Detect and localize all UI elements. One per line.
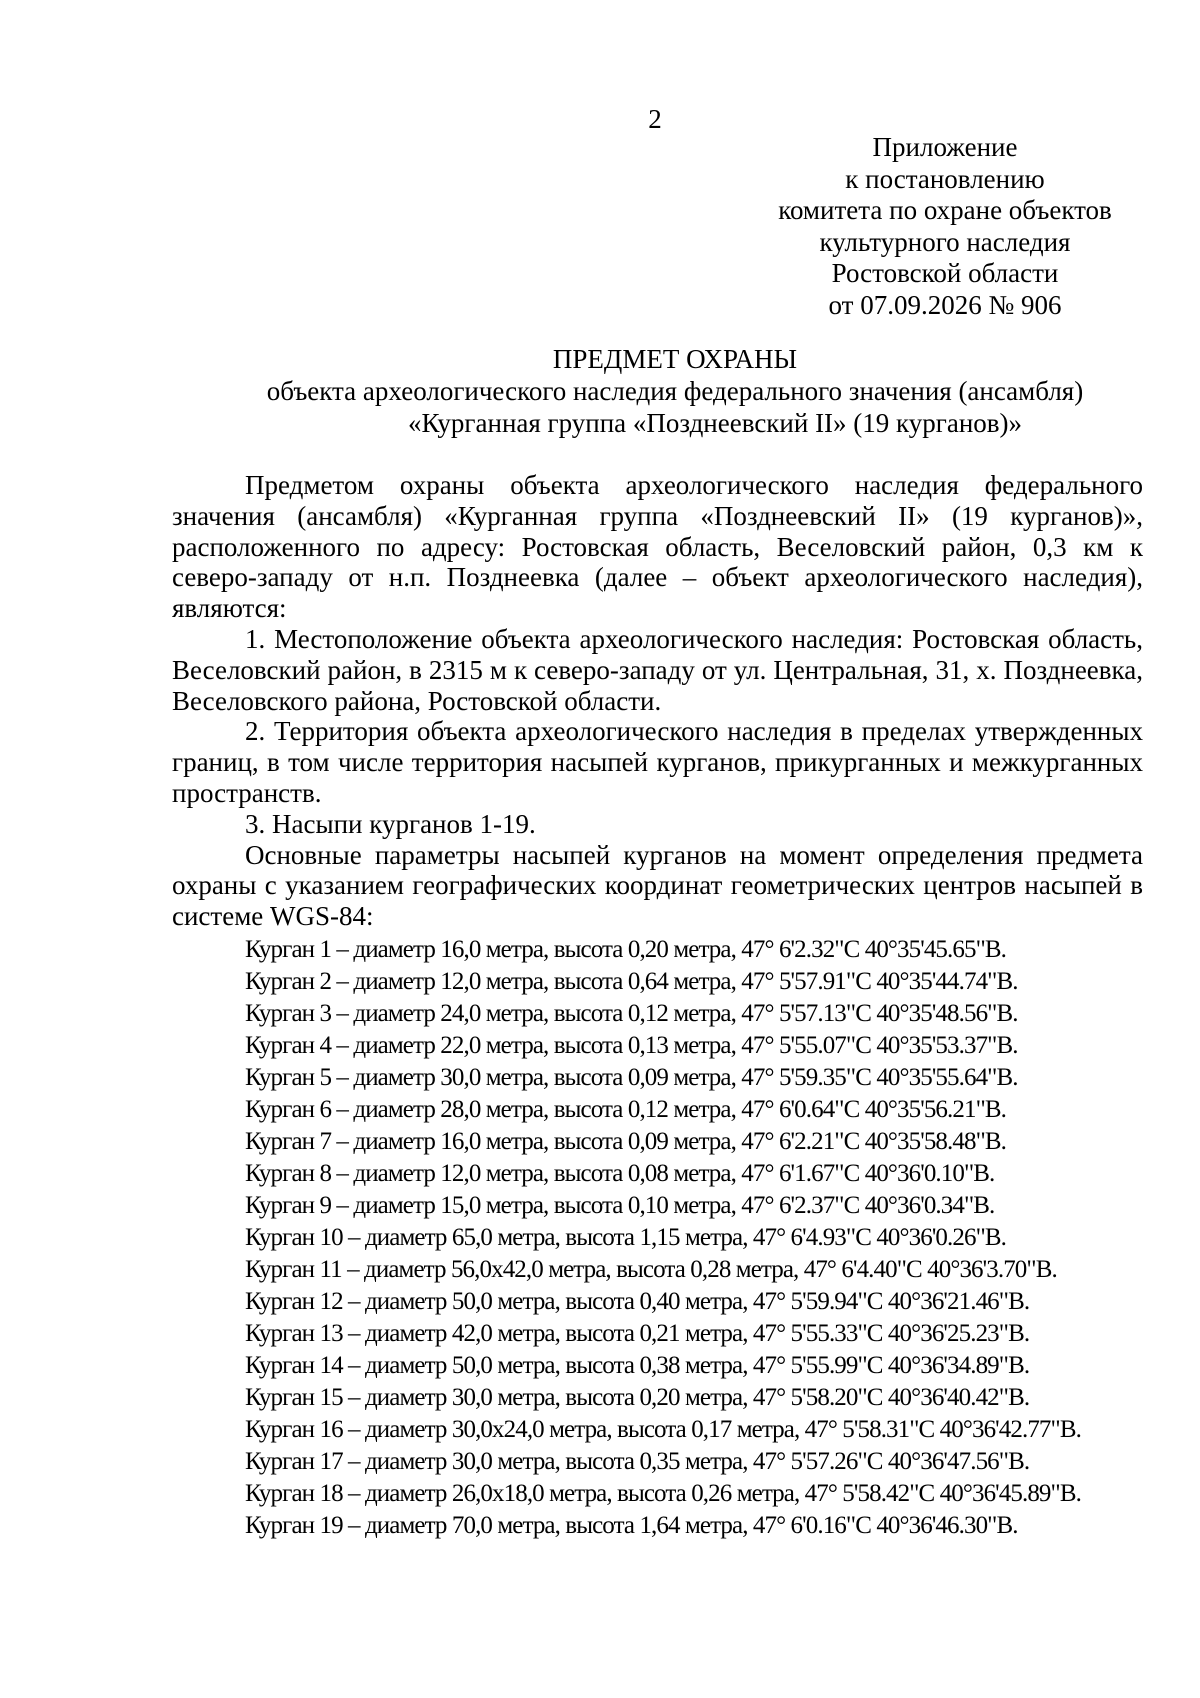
appendix-header bbox=[740, 132, 1150, 321]
intro-paragraph: Предметом охраны объекта археологического наследия федерального значения (ансамбля) «Курганная группа «Позднеевский II» (19 курганов)», расположенного по адресу: Ростовская область, Веселовский район, 0,3 км к северо-западу от н.п. Позднеевка (далее – объект археологического наследия), являются: bbox=[172, 470, 1143, 624]
mounds-paragraph: 3. Насыпи курганов 1-19. bbox=[245, 808, 536, 839]
parameters-paragraph: Основные параметры насыпей курганов на момент определения предмета охраны с указанием географических координат геометрических центров насыпей в системе WGS-84: bbox=[172, 839, 1143, 932]
mound-item: Курган 8 – диаметр 12,0 метра, высота 0,08 метра, 47° 6'1.67"С 40°36'0.10"В. bbox=[245, 1160, 995, 1187]
appendix-line: комитета по охране объектов bbox=[778, 195, 1112, 225]
mound-item: Курган 5 – диаметр 30,0 метра, высота 0,09 метра, 47° 5'59.35"С 40°35'55.64"В. bbox=[245, 1064, 1018, 1091]
appendix-line: Приложение bbox=[872, 132, 1018, 162]
page-number: 2 bbox=[648, 104, 662, 134]
document-body bbox=[172, 470, 1143, 932]
location-paragraph: 1. Местоположение объекта археологического наследия: Ростовская область, Веселовский район, в 2315 м к северо-западу от ул. Центральная, 31, х. Позднеевка, Веселовского района, Ростовской области. bbox=[172, 623, 1143, 716]
mound-item: Курган 2 – диаметр 12,0 метра, высота 0,64 метра, 47° 5'57.91"С 40°35'44.74"В. bbox=[245, 968, 1018, 995]
mound-item: Курган 9 – диаметр 15,0 метра, высота 0,10 метра, 47° 6'2.37"С 40°36'0.34"В. bbox=[245, 1192, 995, 1219]
mound-item: Курган 4 – диаметр 22,0 метра, высота 0,13 метра, 47° 5'55.07"С 40°35'53.37"В. bbox=[245, 1032, 1018, 1059]
appendix-line: Ростовской области bbox=[831, 258, 1059, 288]
territory-paragraph: 2. Территория объекта археологического наследия в пределах утвержденных границ, в том числе территория насыпей курганов, прикурганных и межкурганных пространств. bbox=[172, 716, 1143, 808]
appendix-line: к постановлению bbox=[845, 163, 1045, 194]
mound-item: Курган 3 – диаметр 24,0 метра, высота 0,12 метра, 47° 5'57.13"С 40°35'48.56"В. bbox=[245, 1000, 1018, 1027]
mound-item: Курган 10 – диаметр 65,0 метра, высота 1,15 метра, 47° 6'4.93"С 40°36'0.26"В. bbox=[245, 1224, 1007, 1251]
mound-item: Курган 19 – диаметр 70,0 метра, высота 1,64 метра, 47° 6'0.16"С 40°36'46.30"В. bbox=[245, 1512, 1018, 1539]
mound-item: Курган 1 – диаметр 16,0 метра, высота 0,20 метра, 47° 6'2.32"С 40°35'45.65"В. bbox=[245, 936, 1007, 963]
title-object-name: «Курганная группа «Позднеевский II» (19 курганов)» bbox=[407, 408, 1023, 438]
mound-list bbox=[245, 934, 1185, 1542]
title-subtitle: объекта археологического наследия федерального значения (ансамбля) bbox=[266, 376, 1084, 406]
mound-item: Курган 12 – диаметр 50,0 метра, высота 0,40 метра, 47° 5'59.94"С 40°36'21.46"В. bbox=[245, 1288, 1030, 1315]
mound-item: Курган 14 – диаметр 50,0 метра, высота 0,38 метра, 47° 5'55.99"С 40°36'34.89"В. bbox=[245, 1352, 1030, 1379]
mound-item: Курган 17 – диаметр 30,0 метра, высота 0,35 метра, 47° 5'57.26"С 40°36'47.56"В. bbox=[245, 1448, 1030, 1475]
mound-item: Курган 16 – диаметр 30,0х24,0 метра, высота 0,17 метра, 47° 5'58.31"С 40°36'42.77"В. bbox=[245, 1416, 1081, 1443]
mound-item: Курган 13 – диаметр 42,0 метра, высота 0,21 метра, 47° 5'55.33"С 40°36'25.23"В. bbox=[245, 1320, 1030, 1347]
mound-item: Курган 11 – диаметр 56,0х42,0 метра, высота 0,28 метра, 47° 6'4.40"С 40°36'3.70"В. bbox=[245, 1256, 1057, 1283]
mound-item: Курган 6 – диаметр 28,0 метра, высота 0,12 метра, 47° 6'0.64"С 40°35'56.21"В. bbox=[245, 1096, 1007, 1123]
document-title bbox=[175, 343, 1175, 439]
appendix-date-number: от 07.09.2026 № 906 bbox=[828, 289, 1062, 320]
mound-item: Курган 7 – диаметр 16,0 метра, высота 0,09 метра, 47° 6'2.21"С 40°35'58.48"В. bbox=[245, 1128, 1007, 1155]
mound-item: Курган 18 – диаметр 26,0х18,0 метра, высота 0,26 метра, 47° 5'58.42"С 40°36'45.89"В. bbox=[245, 1480, 1081, 1507]
mound-item: Курган 15 – диаметр 30,0 метра, высота 0,20 метра, 47° 5'58.20"С 40°36'40.42"В. bbox=[245, 1384, 1030, 1411]
title-main: ПРЕДМЕТ ОХРАНЫ bbox=[552, 344, 798, 374]
appendix-line: культурного наследия bbox=[819, 226, 1071, 257]
